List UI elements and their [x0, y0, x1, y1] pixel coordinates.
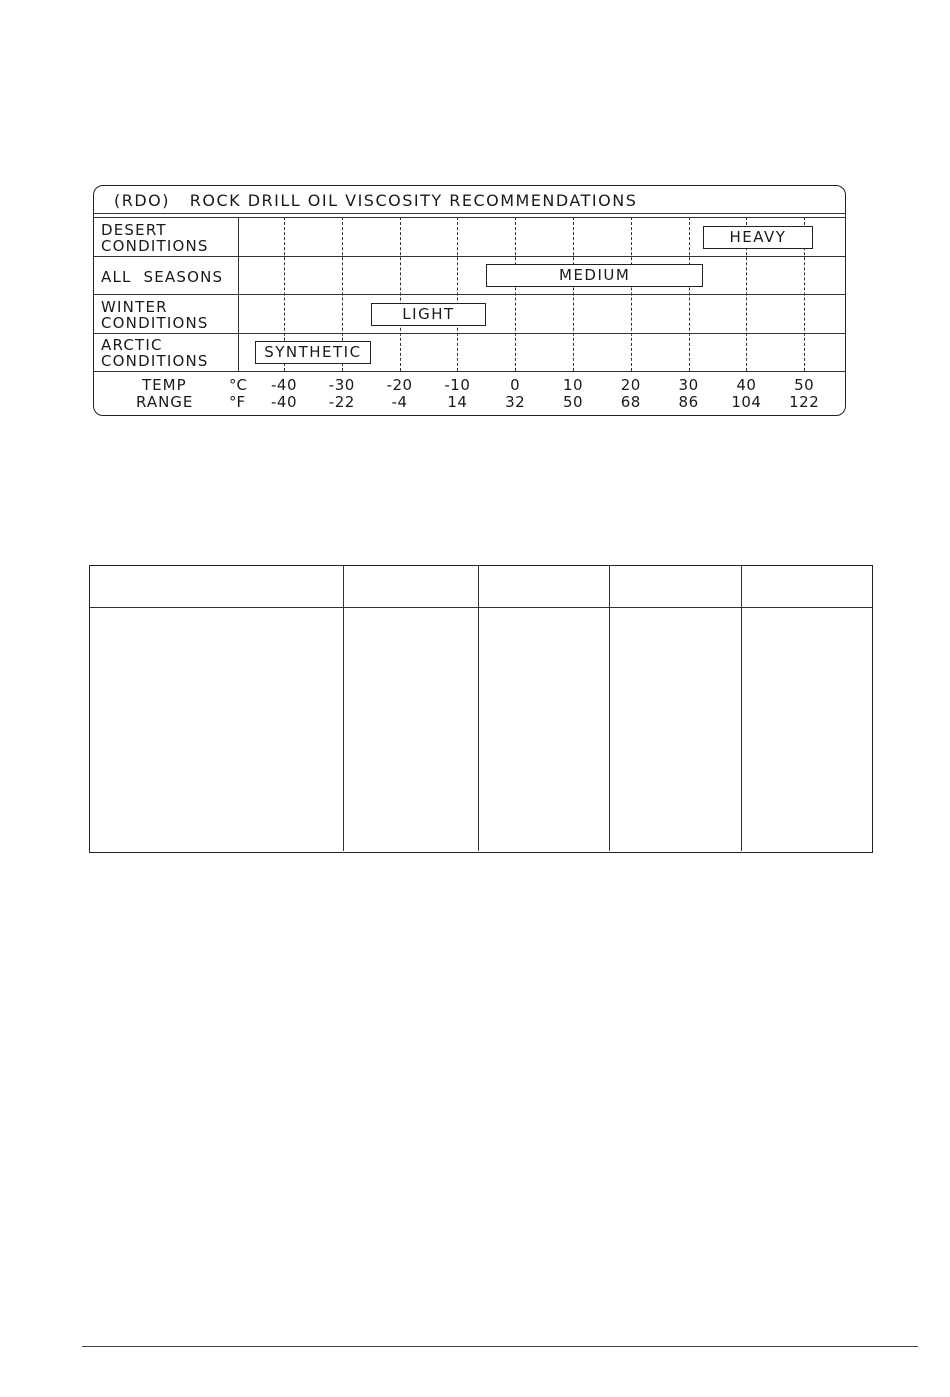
gridline [457, 217, 458, 371]
tick-label-fahrenheit: 14 [447, 393, 468, 411]
tick-label-celsius: -30 [328, 376, 355, 394]
tick-label-fahrenheit: 122 [789, 393, 820, 411]
unit-celsius: °C [229, 376, 247, 394]
tick-label-celsius: 10 [562, 376, 584, 394]
row-label-desert: DESERT CONDITIONS [101, 221, 209, 255]
gridline [573, 217, 574, 371]
viscosity-chart [93, 185, 846, 416]
tick-label-fahrenheit: 32 [505, 393, 526, 411]
tick-label-celsius: -20 [386, 376, 413, 394]
tick-label-fahrenheit: 104 [731, 393, 762, 411]
tick-label-fahrenheit: -40 [271, 393, 297, 411]
tick-label-fahrenheit: -4 [391, 393, 408, 411]
title-rule-inner [94, 217, 845, 218]
band-synthetic: SYNTHETIC [255, 341, 371, 364]
label-column-divider [238, 217, 239, 371]
tick-label-fahrenheit: -22 [328, 393, 355, 411]
tick-label-celsius: -40 [271, 376, 297, 394]
table-header-rule [90, 607, 872, 608]
gridline [400, 217, 401, 371]
tick-label-celsius: 30 [678, 376, 699, 394]
footer-rule [82, 1346, 918, 1347]
table-column-divider [741, 566, 742, 851]
row-label-arctic: ARCTIC CONDITIONS [101, 336, 209, 370]
tick-label-celsius: -10 [444, 376, 471, 394]
band-light: LIGHT [371, 303, 487, 326]
gridline [515, 217, 516, 371]
row-divider [94, 294, 845, 295]
table-column-divider [609, 566, 610, 851]
tick-label-celsius: 20 [620, 376, 641, 394]
tick-label-celsius: 40 [736, 376, 757, 394]
empty-table [89, 565, 873, 853]
tick-label-celsius: 0 [510, 376, 521, 394]
gridline [631, 217, 632, 371]
axis-title-range: RANGE [136, 393, 194, 411]
gridline [689, 217, 690, 371]
table-column-divider [343, 566, 344, 851]
row-divider [94, 333, 845, 334]
tick-label-fahrenheit: 86 [678, 393, 699, 411]
axis-divider [94, 371, 845, 372]
row-label-all-seasons: ALL SEASONS [101, 268, 224, 286]
band-medium: MEDIUM [486, 264, 703, 287]
row-label-winter: WINTER CONDITIONS [101, 298, 209, 332]
tick-label-fahrenheit: 50 [562, 393, 584, 411]
axis-title-temp: TEMP [142, 376, 187, 394]
band-heavy: HEAVY [703, 226, 813, 249]
row-divider [94, 256, 845, 257]
chart-title: (RDO) ROCK DRILL OIL VISCOSITY RECOMMENDATIONS [114, 191, 638, 210]
tick-label-celsius: 50 [794, 376, 815, 394]
tick-label-fahrenheit: 68 [620, 393, 641, 411]
title-rule [94, 213, 845, 214]
table-column-divider [478, 566, 479, 851]
unit-fahrenheit: °F [229, 393, 246, 411]
